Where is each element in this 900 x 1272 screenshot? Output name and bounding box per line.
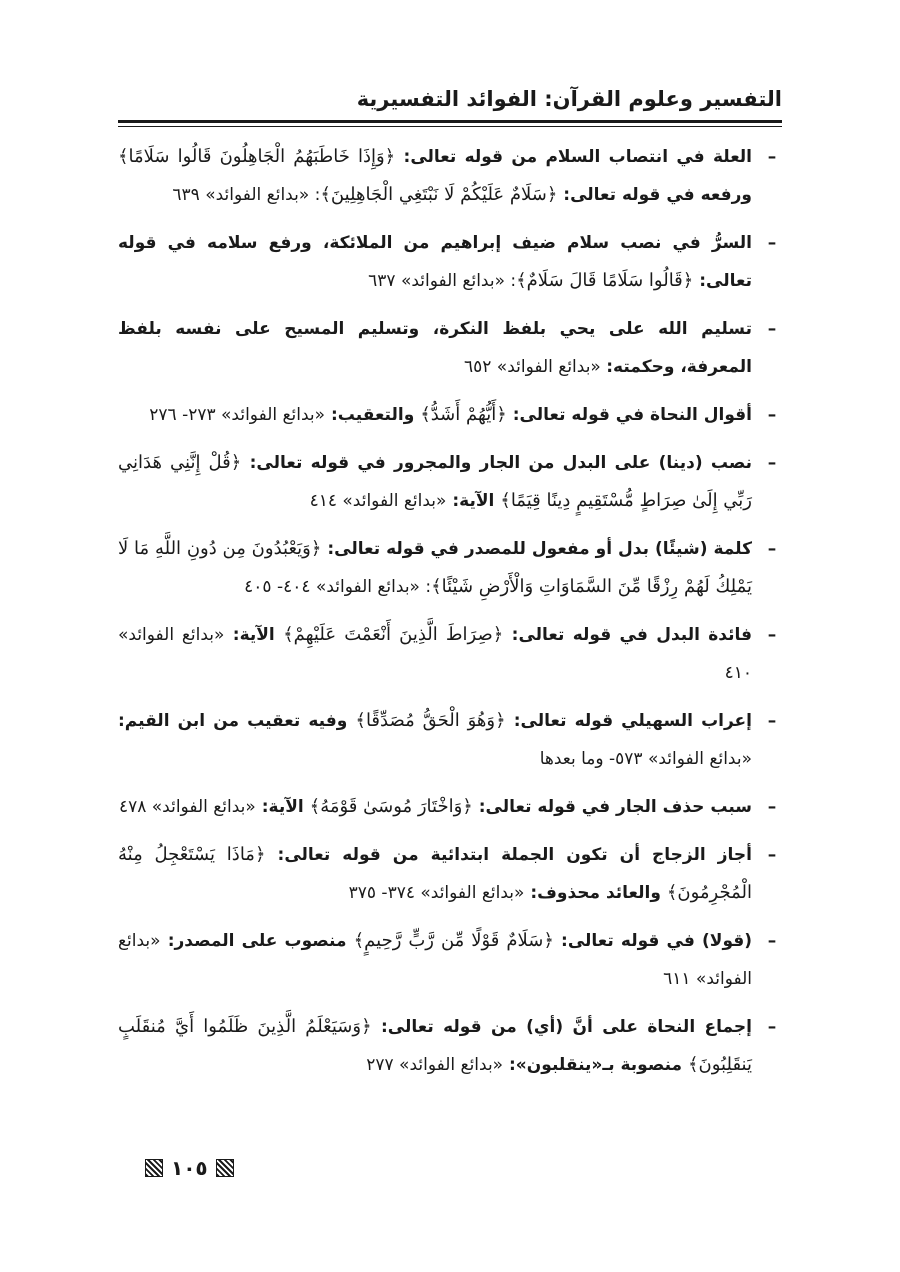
- entry-text: كلمة (شيئًا) بدل أو مفعول للمصدر في قوله تعالى:: [321, 539, 752, 559]
- quran-verse: ﴿قُلْ إِنَّنِي هَدَانِي رَبِّي إِلَىٰ صِرَاطٍ مُّسْتَقِيمٍ دِينًا قِيَمًا﴾: [118, 452, 752, 511]
- ornament-icon: [145, 1159, 163, 1177]
- quran-verse: ﴿قَالُوا سَلَامًا قَالَ سَلَامٌ﴾: [516, 270, 694, 291]
- quran-verse: ﴿وَاخْتَارَ مُوسَىٰ قَوْمَهُ﴾: [309, 796, 473, 817]
- entry-text: إعراب السهيلي قوله تعالى:: [505, 711, 752, 731]
- entry-dash: –: [767, 797, 777, 817]
- entry-reference: «بدائع الفوائد» ٢٧٧: [366, 1055, 504, 1075]
- entry-dash: –: [767, 931, 777, 951]
- entry-reference: «بدائع الفوائد» ٤١٠: [118, 625, 752, 683]
- page-number: ١٠٥: [171, 1156, 208, 1180]
- entry-text: الآية:: [446, 491, 501, 511]
- entry-reference: «بدائع الفوائد» ٥٧٣- وما بعدها: [539, 749, 752, 769]
- entry-text: نصب (دينا) على البدل من الجار والمجرور في قوله تعالى:: [241, 453, 752, 473]
- entry-text: الآية:: [255, 797, 310, 817]
- quran-verse: ﴿سَلَامٌ عَلَيْكُمْ لَا نَبْتَغِي الْجَاهِلِينَ﴾: [320, 184, 558, 205]
- index-entry: [118, 530, 782, 606]
- entry-text: والعائد محذوف:: [524, 883, 667, 903]
- entry-dash: –: [767, 147, 777, 167]
- index-entry: [118, 310, 782, 386]
- page-footer: [145, 1153, 234, 1183]
- entry-text: (قولا) في قوله تعالى:: [553, 931, 753, 951]
- entry-dash: –: [767, 405, 777, 425]
- entry-dash: –: [767, 1017, 777, 1037]
- index-entry: [118, 836, 782, 912]
- entry-dash: –: [767, 233, 777, 253]
- index-entry: [118, 922, 782, 998]
- quran-verse: ﴿وَإِذَا خَاطَبَهُمُ الْجَاهِلُونَ قَالُوا سَلَامًا﴾: [118, 146, 396, 167]
- entry-text: الآية:: [224, 625, 284, 645]
- entry-text: فائدة البدل في قوله تعالى:: [503, 625, 753, 645]
- index-entries-list: [118, 138, 782, 1094]
- running-header: [118, 82, 782, 116]
- entry-reference: «بدائع الفوائد» ٤٧٨: [118, 797, 256, 817]
- index-entry: [118, 616, 782, 692]
- entry-reference: «بدائع الفوائد» ٤١٤: [309, 491, 447, 511]
- index-entry: [118, 788, 782, 826]
- entry-reference: : «بدائع الفوائد» ٦٣٩: [172, 185, 321, 205]
- entry-dash: –: [767, 625, 777, 645]
- entry-reference: «بدائع الفوائد» ٢٧٣- ٢٧٦: [149, 405, 326, 425]
- quran-verse: ﴿وَيَعْبُدُونَ مِن دُونِ اللَّهِ مَا لَا يَمْلِكُ لَهُمْ رِزْقًا مِّنَ السَّمَاوَاتِ وَالْأَرْضِ شَيْئًا﴾: [118, 538, 752, 597]
- quran-verse: ﴿أَيُّهُمْ أَشَدُّ﴾: [420, 404, 507, 425]
- entry-dash: –: [767, 845, 777, 865]
- quran-verse: ﴿وَسَيَعْلَمُ الَّذِينَ ظَلَمُوا أَيَّ مُنقَلَبٍ يَنقَلِبُونَ﴾: [118, 1016, 752, 1075]
- entry-text: منصوبة بـ«ينقلبون»:: [503, 1055, 688, 1075]
- entry-dash: –: [767, 319, 777, 339]
- quran-verse: ﴿سَلَامٌ قَوْلًا مِّن رَّبٍّ رَّحِيمٍ﴾: [353, 930, 554, 951]
- entry-reference: : «بدائع الفوائد» ٦٣٧: [368, 271, 517, 291]
- index-entry: [118, 1008, 782, 1084]
- entry-text: إجماع النحاة على أنَّ (أي) من قوله تعالى:: [371, 1017, 752, 1037]
- entry-text: منصوب على المصدر:: [160, 931, 354, 951]
- entry-text: سبب حذف الجار في قوله تعالى:: [472, 797, 752, 817]
- entry-dash: –: [767, 453, 777, 473]
- entry-text: ورفعه في قوله تعالى:: [557, 185, 752, 205]
- header-rule-thin: [118, 126, 782, 127]
- quran-verse: ﴿وَهُوَ الْحَقُّ مُصَدِّقًا﴾: [355, 710, 506, 731]
- index-entry: [118, 396, 782, 434]
- entry-text: والتعقيب:: [325, 405, 421, 425]
- ornament-icon: [216, 1159, 234, 1177]
- quran-verse: ﴿مَاذَا يَسْتَعْجِلُ مِنْهُ الْمُجْرِمُونَ﴾: [118, 844, 752, 903]
- entry-text: أجاز الزجاج أن تكون الجملة ابتدائية من قوله تعالى:: [265, 845, 752, 865]
- entry-text: وفيه تعقيب من ابن القيم:: [118, 711, 356, 731]
- entry-reference: «بدائع الفوائد» ٦١١: [118, 931, 752, 989]
- quran-verse: ﴿صِرَاطَ الَّذِينَ أَنْعَمْتَ عَلَيْهِمْ﴾: [283, 624, 504, 645]
- index-entry: [118, 138, 782, 214]
- entry-text: تسليم الله على يحي بلفظ النكرة، وتسليم المسيح على نفسه بلفظ المعرفة، وحكمته:: [118, 319, 752, 377]
- index-entry: [118, 224, 782, 300]
- entry-text: العلة في انتصاب السلام من قوله تعالى:: [395, 147, 752, 167]
- entry-dash: –: [767, 539, 777, 559]
- index-entry: [118, 702, 782, 778]
- header-rule-thick: [118, 120, 782, 123]
- entry-reference: : «بدائع الفوائد» ٤٠٤- ٤٠٥: [244, 577, 432, 597]
- index-entry: [118, 444, 782, 520]
- entry-reference: «بدائع الفوائد» ٦٥٢: [464, 357, 607, 377]
- entry-text: أقوال النحاة في قوله تعالى:: [506, 405, 752, 425]
- entry-text: السرُّ في نصب سلام ضيف إبراهيم من الملائكة، ورفع سلامه في قوله تعالى:: [118, 233, 752, 291]
- header-title: التفسير وعلوم القرآن: الفوائد التفسيرية: [356, 87, 782, 111]
- entry-reference: «بدائع الفوائد» ٣٧٤- ٣٧٥: [348, 883, 525, 903]
- entry-dash: –: [767, 711, 777, 731]
